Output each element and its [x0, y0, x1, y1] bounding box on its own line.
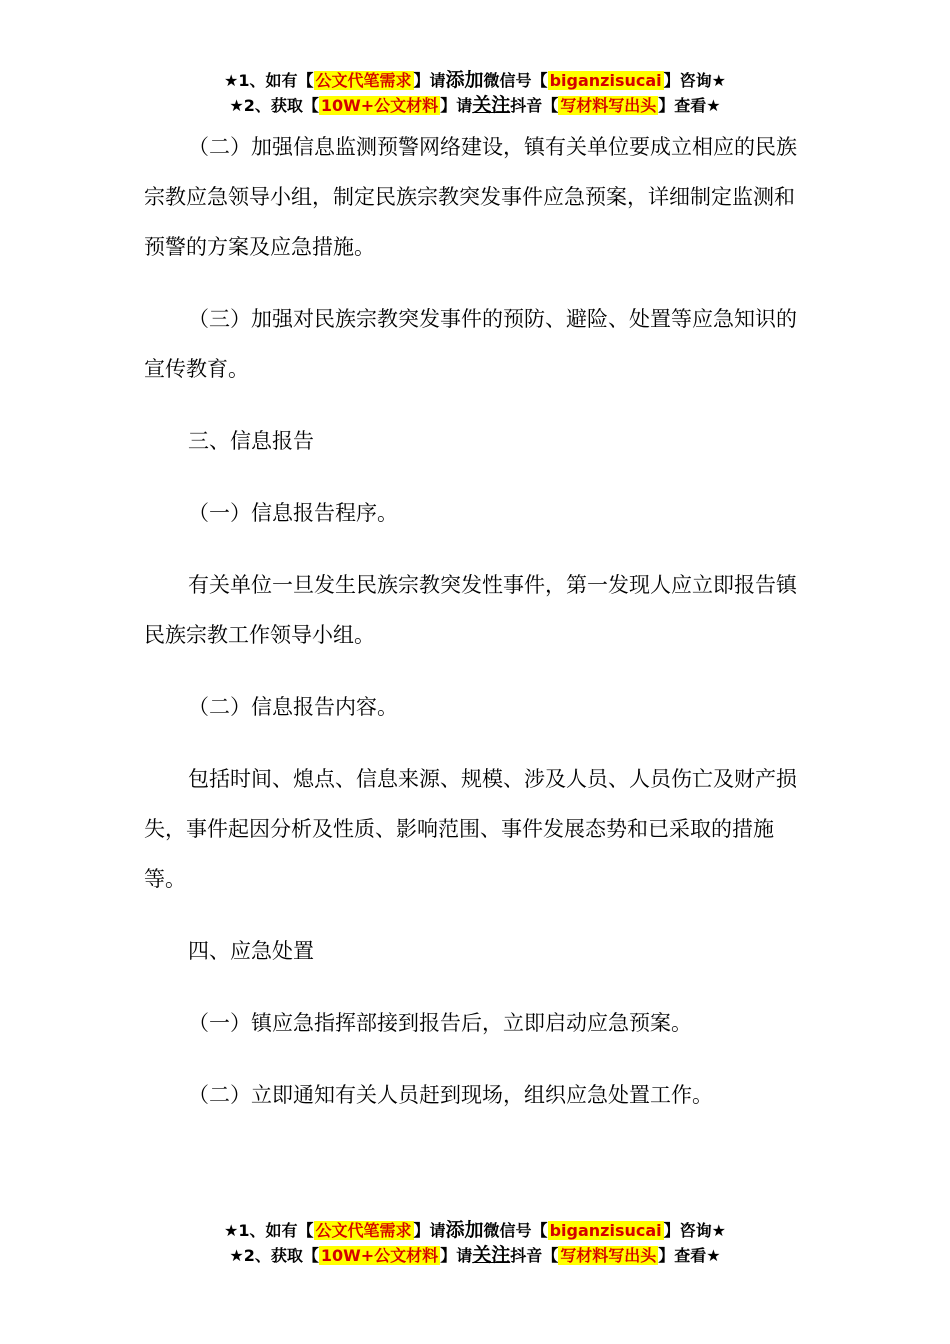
highlight-materials: 10W+公文材料	[320, 1246, 439, 1265]
highlight-douyin-account: 写材料写出头	[560, 1246, 657, 1265]
highlight-douyin-account: 写材料写出头	[560, 96, 657, 115]
banner-text: ★2、获取【	[229, 96, 319, 115]
banner-emphasis: 添加	[445, 1219, 484, 1241]
banner-line-1	[0, 1218, 950, 1243]
highlight-wechat-id: biganzisucai	[549, 1221, 662, 1240]
paragraph: （二）加强信息监测预警网络建设，镇有关单位要成立相应的民族宗教应急领导小组，制定民族宗教突发事件应急预案，详细制定监测和预警的方案及应急措施。	[144, 135, 797, 259]
document-body	[144, 122, 808, 1120]
banner-text: 微信号【	[483, 1221, 548, 1240]
highlight-wechat-id: biganzisucai	[549, 71, 662, 90]
banner-text: 】查看★	[658, 96, 721, 115]
banner-text: ★1、如有【	[224, 1221, 314, 1240]
banner-text: ★2、获取【	[229, 1246, 319, 1265]
banner-text: 】咨询★	[663, 1221, 726, 1240]
paragraph: 有关单位一旦发生民族宗教突发性事件，第一发现人应立即报告镇民族宗教工作领导小组。	[144, 573, 797, 647]
footer-banner	[0, 1218, 950, 1268]
highlight-materials: 10W+公文材料	[320, 96, 439, 115]
banner-line-2	[0, 1243, 950, 1268]
banner-text: 】请	[440, 1246, 473, 1265]
subsection-heading: （一）信息报告程序。	[188, 501, 398, 525]
header-banner	[0, 68, 950, 118]
banner-text: 】请	[440, 96, 473, 115]
paragraph: （三）加强对民族宗教突发事件的预防、避险、处置等应急知识的宣传教育。	[144, 307, 797, 381]
paragraph: 包括时间、熄点、信息来源、规模、涉及人员、人员伤亡及财产损失，事件起因分析及性质、影响范围、事件发展态势和已采取的措施等。	[144, 767, 797, 891]
section-heading: 四、应急处置	[188, 939, 314, 963]
banner-text: 】咨询★	[663, 71, 726, 90]
banner-emphasis: 关注	[472, 1244, 511, 1266]
subsection-heading: （二）信息报告内容。	[188, 695, 398, 719]
banner-text: 抖音【	[510, 1246, 559, 1265]
banner-text: 】请	[413, 1221, 446, 1240]
banner-emphasis: 关注	[472, 94, 511, 116]
banner-line-2	[0, 93, 950, 118]
banner-text: 微信号【	[483, 71, 548, 90]
paragraph: （二）立即通知有关人员赶到现场，组织应急处置工作。	[188, 1083, 713, 1107]
banner-text: 】查看★	[658, 1246, 721, 1265]
highlight-service: 公文代笔需求	[315, 1221, 412, 1240]
banner-text: ★1、如有【	[224, 71, 314, 90]
banner-text: 】请	[413, 71, 446, 90]
banner-line-1	[0, 68, 950, 93]
highlight-service: 公文代笔需求	[315, 71, 412, 90]
section-heading: 三、信息报告	[188, 429, 314, 453]
paragraph: （一）镇应急指挥部接到报告后，立即启动应急预案。	[188, 1011, 692, 1035]
banner-emphasis: 添加	[445, 69, 484, 91]
banner-text: 抖音【	[510, 96, 559, 115]
